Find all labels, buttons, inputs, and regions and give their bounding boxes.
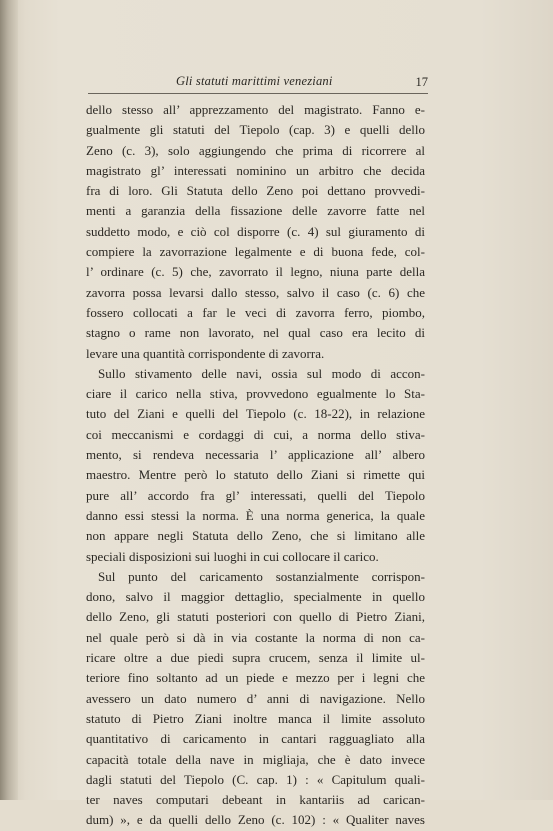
text-line: pure all’ accordo fra gl’ interessati, quelli del Tiepolo <box>86 487 425 503</box>
text-line: levare una quantità corrispondente di zavorra. <box>86 345 325 361</box>
text-line: stagno o rame non lavorato, nel qual caso era lecito di <box>86 325 425 341</box>
header-rule <box>88 93 428 94</box>
text-line: menti a garanzia della fissazione delle zavorre fatte nel <box>86 203 425 219</box>
text-line: statuto di Pietro Ziani inoltre manca il limite assoluto <box>86 710 425 726</box>
text-line: fra di loro. Gli Statuta dello Zeno poi dettano provvedi- <box>86 183 425 199</box>
body-text <box>86 100 425 831</box>
text-line: ter naves computari debeant in kantariis ad carican- <box>86 792 425 808</box>
text-line: gualmente gli statuti del Tiepolo (cap. 3) e quelli dello <box>86 122 425 138</box>
text-line: maestro. Mentre però lo statuto dello Ziani si rimette qui <box>86 467 425 483</box>
text-line: tuto del Ziani e quelli del Tiepolo (c. 18-22), in relazione <box>86 406 425 422</box>
text-line: avessero un dato numero d’ anni di navigazione. Nello <box>86 690 425 706</box>
text-line: ciare il carico nella stiva, provvedono egualmente lo Sta- <box>86 386 425 402</box>
text-line: dagli statuti del Tiepolo (C. cap. 1) : « Capitulum quali- <box>86 771 425 787</box>
paragraph-1 <box>86 100 425 364</box>
text-line: non appare negli Statuta dello Zeno, che si limitano alle <box>86 528 425 544</box>
page-binding-edge <box>0 0 18 800</box>
paragraph-3 <box>86 567 425 831</box>
running-title: Gli statuti marittimi veneziani <box>176 74 333 88</box>
text-line: zavorra possa levarsi dallo stesso, salvo il caso (c. 6) che <box>86 284 425 300</box>
text-line: dum) », e da quelli dello Zeno (c. 102) : « Qualiter naves <box>86 812 425 828</box>
text-line: nel quale però si dà in via costante la norma di non ca- <box>86 629 425 645</box>
paragraph-2 <box>86 364 425 567</box>
text-line: compiere la zavorrazione legalmente e di buona fede, col- <box>86 244 425 260</box>
text-line: speciali disposizioni sui luoghi in cui collocare il carico. <box>86 548 379 564</box>
page-number: 17 <box>415 75 428 89</box>
text-line: dello stesso all’ apprezzamento del magistrato. Fanno e- <box>86 102 425 117</box>
text-line: magistrato gl’ interessati nominino un arbitro che decida <box>86 162 425 178</box>
text-line: quantitativo di caricamento in cantari ragguagliato alla <box>86 731 425 747</box>
text-line: mento, si rendeva necessaria l’ applicazione all’ albero <box>86 447 425 463</box>
text-line: dono, salvo il maggior dettaglio, specialmente in quello <box>86 589 425 605</box>
page-header <box>88 72 428 94</box>
text-line: Zeno (c. 3), solo aggiungendo che prima di ricorrere al <box>86 142 425 158</box>
text-line: Sul punto del caricamento sostanzialmente corrispon- <box>98 568 425 584</box>
text-line: coi meccanismi e cordaggi di cui, a norma dello stiva- <box>86 426 425 442</box>
text-line: l’ ordinare (c. 5) che, zavorrato il legno, niuna parte della <box>86 264 425 280</box>
text-line: Sullo stivamento delle navi, ossia sul modo di accon- <box>98 365 425 381</box>
text-line: teriore fino soltanto ad un piede e mezzo per i legni che <box>86 670 425 686</box>
text-line: suddetto modo, e ciò col disporre (c. 4) sul giuramento di <box>86 223 425 239</box>
text-line: fossero collocati a far le veci di zavorra ferro, piombo, <box>86 304 425 320</box>
text-line: danno essi stessi la norma. È una norma generica, la quale <box>86 507 425 523</box>
text-line: dello Zeno, gli statuti posteriori con quello di Pietro Ziani, <box>86 609 425 625</box>
text-line: capacità totale della nave in migliaja, che è dato invece <box>86 751 425 767</box>
text-line: ricare oltre a due piedi supra crucem, senza il limite ul- <box>86 650 425 666</box>
